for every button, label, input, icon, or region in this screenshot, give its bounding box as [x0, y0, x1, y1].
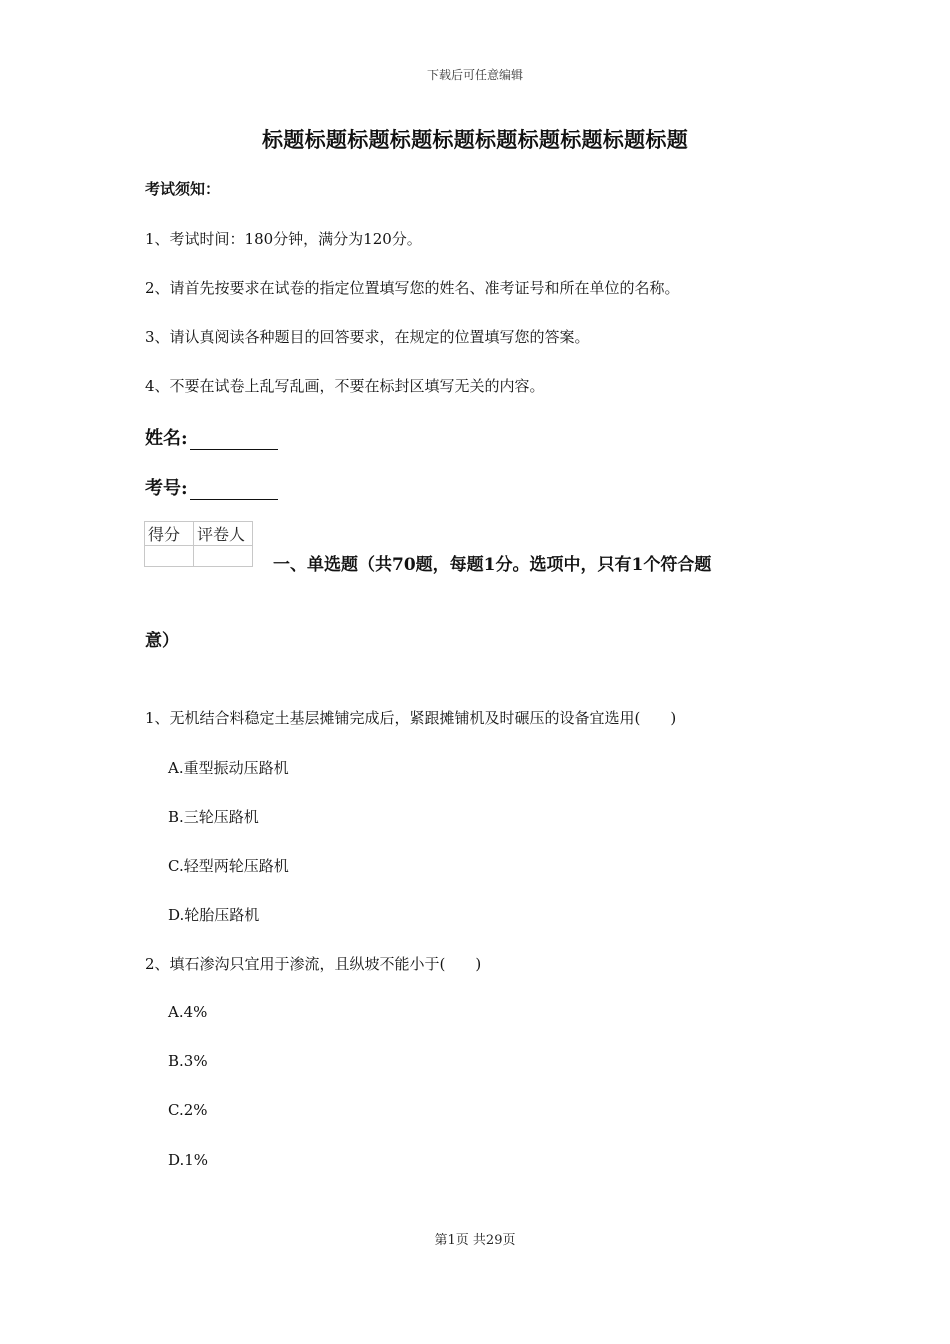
question-1-option-d: D.轮胎压路机: [168, 906, 260, 924]
name-field: [145, 424, 278, 450]
exam-number-blank-line[interactable]: [190, 480, 278, 500]
grader-header: 评卷人: [194, 522, 253, 546]
notice-rule-2: 2、请首先按要求在试卷的指定位置填写您的姓名、准考证号和所在单位的名称。: [145, 279, 680, 297]
score-cell: [145, 546, 194, 567]
exam-number-field: [145, 474, 278, 500]
score-table: [144, 521, 253, 567]
question-2-option-a: A.4%: [168, 1003, 208, 1021]
question-1-option-c: C.轻型两轮压路机: [168, 857, 289, 875]
notice-rule-4: 4、不要在试卷上乱写乱画，不要在标封区填写无关的内容。: [145, 377, 545, 395]
score-header: 得分: [145, 522, 194, 546]
exam-number-label: 考号:: [145, 478, 188, 499]
name-blank-line[interactable]: [190, 430, 278, 450]
question-2-option-d: D.1%: [168, 1151, 209, 1169]
question-1-option-b: B.三轮压路机: [168, 808, 259, 826]
question-1-option-a: A.重型振动压路机: [168, 759, 289, 777]
notice-heading: 考试须知：: [145, 180, 221, 198]
section-title-continued: 意）: [145, 631, 179, 651]
page-header: 下载后可任意编辑: [426, 68, 523, 82]
page-footer: 第1页 共29页: [434, 1233, 516, 1248]
document-title: 标题标题标题标题标题标题标题标题标题标题: [262, 127, 688, 152]
question-1-stem: 1、无机结合料稳定土基层摊铺完成后，紧跟摊铺机及时碾压的设备宜选用( ): [145, 709, 677, 727]
grader-cell: [194, 546, 253, 567]
notice-rule-3: 3、请认真阅读各种题目的回答要求，在规定的位置填写您的答案。: [145, 328, 590, 346]
question-2-option-c: C.2%: [168, 1101, 208, 1119]
question-2-stem: 2、填石渗沟只宜用于渗流，且纵坡不能小于( ): [145, 955, 482, 973]
section-title: 一、单选题（共70题，每题1分。选项中，只有1个符合题: [273, 555, 712, 575]
question-2-option-b: B.3%: [168, 1052, 208, 1070]
name-label: 姓名:: [145, 428, 188, 449]
notice-rule-1: 1、考试时间：180分钟，满分为120分。: [145, 230, 422, 248]
